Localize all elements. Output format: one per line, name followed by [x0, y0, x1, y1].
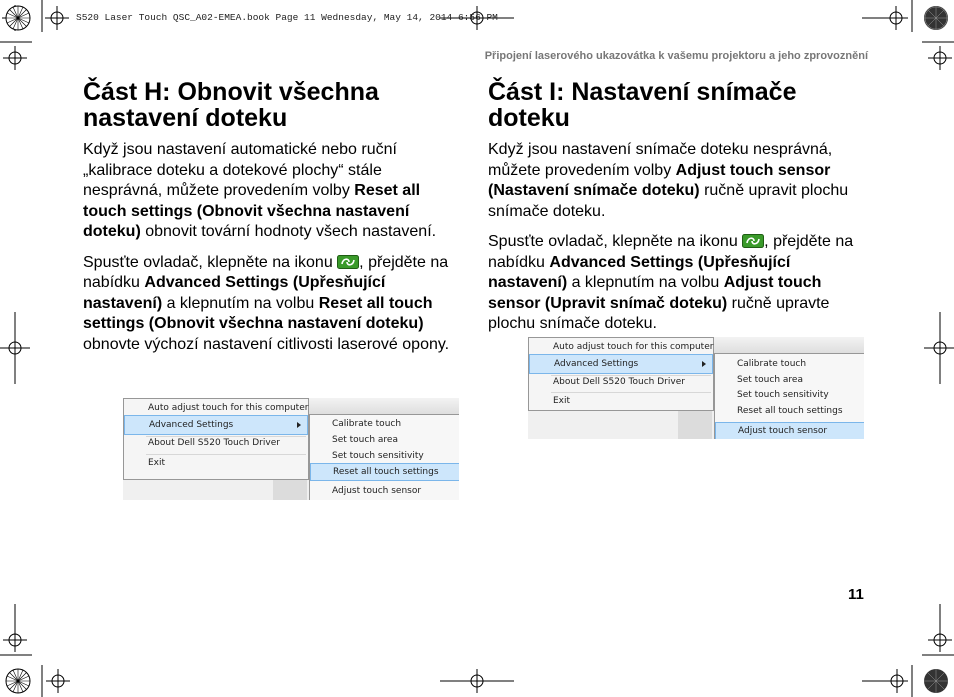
- menu-item-auto-adjust[interactable]: Auto adjust touch for this computer: [553, 342, 714, 352]
- menu-item-about[interactable]: About Dell S520 Touch Driver: [553, 377, 685, 387]
- submenu: [309, 414, 459, 500]
- submenu-item-set-sensitivity[interactable]: Set touch sensitivity: [737, 390, 829, 400]
- paragraph: Spusťte ovladač, klepněte na ikonu , přejděte na nabídku Advanced Settings (Upřesňující nastavení) a klepnutím na volbu Reset all touch settings (Obnovit všechna nastavení doteku) obnovte výchozí nastavení citlivosti laserové opony.: [83, 253, 450, 353]
- submenu-item-calibrate[interactable]: Calibrate touch: [737, 359, 807, 369]
- submenu-item-adjust-sensor[interactable]: Adjust touch sensor: [715, 422, 864, 439]
- menu-item-exit[interactable]: Exit: [553, 396, 571, 406]
- menu-item-about[interactable]: About Dell S520 Touch Driver: [148, 438, 280, 448]
- section-h-heading: Část H: Obnovit všechna nastavení doteku: [83, 78, 379, 132]
- tray-icon: [337, 255, 359, 269]
- submenu-item-adjust-sensor[interactable]: Adjust touch sensor: [332, 486, 422, 496]
- submenu-item-calibrate[interactable]: Calibrate touch: [332, 419, 402, 429]
- submenu-item-set-sensitivity[interactable]: Set touch sensitivity: [332, 451, 424, 461]
- page-number: 11: [848, 586, 864, 603]
- paragraph: Když jsou nastavení snímače doteku nesprávná, můžete provedením volby Adjust touch sensor (Nastavení snímače doteku) ručně upravit plochu snímače doteku.: [488, 141, 849, 220]
- context-menu: [528, 337, 714, 411]
- submenu-item-set-area[interactable]: Set touch area: [737, 375, 803, 385]
- paragraph: Když jsou nastavení automatické nebo ruční „kalibrace doteku a dotekové plochy“ stále nesprávná, můžete provedením volby Reset all touch settings (Obnovit všechna nastavení doteku) obnovit tovární hodnoty všech nastavení.: [83, 141, 437, 240]
- context-menu: [123, 398, 309, 480]
- menu-item-advanced-settings[interactable]: Advanced Settings: [529, 354, 713, 374]
- submenu-arrow-icon: [297, 422, 301, 428]
- menu-item-advanced-settings[interactable]: Advanced Settings: [124, 415, 308, 435]
- section-i-body: [488, 140, 866, 345]
- menu-screenshot-reset: [123, 398, 459, 500]
- registration-target-icon: [924, 6, 948, 693]
- print-slug: S520 Laser Touch QSC_A02-EMEA.book Page 11 Wednesday, May 14, 2014 6:56 PM: [76, 12, 498, 23]
- submenu-item-set-area[interactable]: Set touch area: [332, 435, 398, 445]
- submenu-item-reset-all[interactable]: Reset all touch settings: [310, 463, 459, 481]
- section-i-heading: Část I: Nastavení snímače doteku: [488, 78, 797, 132]
- submenu-item-reset-all[interactable]: Reset all touch settings: [737, 406, 843, 416]
- menu-item-auto-adjust[interactable]: Auto adjust touch for this computer: [148, 403, 309, 413]
- section-h-body: [83, 140, 461, 365]
- paragraph: Spusťte ovladač, klepněte na ikonu , přejděte na nabídku Advanced Settings (Upřesňující nastavení) a klepnutím na volbu Adjust touch sensor (Upravit snímač doteku) ručně upravte plochu snímače doteku.: [488, 233, 854, 332]
- menu-item-exit[interactable]: Exit: [148, 458, 166, 468]
- tray-icon: [742, 234, 764, 248]
- menu-screenshot-adjust: [528, 337, 864, 439]
- running-head: Připojení laserového ukazovátka k vašemu projektoru a jeho zprovoznění: [484, 50, 868, 62]
- submenu-arrow-icon: [702, 361, 706, 367]
- submenu: [714, 353, 864, 439]
